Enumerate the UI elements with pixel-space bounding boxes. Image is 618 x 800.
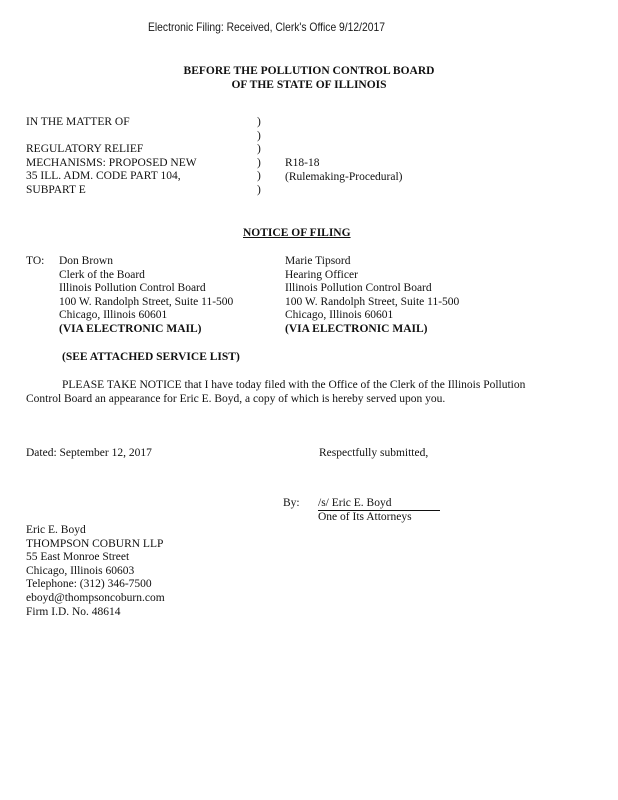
notice-body-line-2: Control Board an appearance for Eric E. Boyd, a copy of which is hereby served upon you. — [26, 392, 446, 405]
firm-street: 55 East Monroe Street — [26, 551, 130, 564]
board-title — [0, 64, 618, 92]
caption-line: 35 ILL. ADM. CODE PART 104, — [26, 170, 181, 183]
firm-telephone: Telephone: (312) 346-7500 — [26, 578, 152, 591]
case-type: (Rulemaking-Procedural) — [285, 170, 403, 183]
attorney-name: Eric E. Boyd — [26, 524, 86, 536]
recipient-city: Chicago, Illinois 60601 — [285, 309, 394, 322]
recipient-address: 100 W. Randolph Street, Suite 11-500 — [285, 295, 460, 308]
recipient-2 — [285, 255, 459, 337]
closing: Respectfully submitted, — [319, 447, 429, 459]
caption-line: REGULATORY RELIEF — [26, 143, 144, 156]
recipient-org: Illinois Pollution Control Board — [59, 282, 206, 295]
recipient-1 — [59, 255, 233, 337]
recipient-name: Marie Tipsord — [285, 255, 351, 267]
signature-line — [318, 497, 440, 511]
recipient-city: Chicago, Illinois 60601 — [59, 309, 168, 322]
caption-line — [26, 130, 197, 144]
case-number: R18-18 — [285, 157, 320, 169]
recipient-org: Illinois Pollution Control Board — [285, 282, 432, 295]
attorney-contact — [26, 524, 165, 619]
recipient-via: (VIA ELECTRONIC MAIL) — [59, 322, 202, 335]
attorney-email: eboyd@thompsoncoburn.com — [26, 591, 165, 604]
firm-name: THOMPSON COBURN LLP — [26, 537, 164, 550]
case-info — [285, 157, 403, 184]
paren: ) — [257, 183, 261, 196]
paren: ) — [257, 156, 261, 169]
firm-id: Firm I.D. No. 48614 — [26, 605, 121, 618]
firm-city: Chicago, Illinois 60603 — [26, 564, 135, 577]
paren: ) — [257, 170, 261, 183]
paren: ) — [257, 143, 261, 156]
by-label: By: — [283, 497, 300, 509]
notice-body — [26, 379, 525, 406]
recipient-title: Hearing Officer — [285, 268, 358, 281]
notice-body-line-1: PLEASE TAKE NOTICE that I have today filed with the Office of the Clerk of the Illinois Pollution — [62, 379, 526, 391]
caption-parentheses — [257, 116, 261, 198]
board-title-line-2: OF THE STATE OF ILLINOIS — [231, 79, 387, 91]
to-label: TO: — [26, 255, 45, 267]
recipient-via: (VIA ELECTRONIC MAIL) — [285, 322, 428, 335]
recipient-title: Clerk of the Board — [59, 268, 145, 281]
caption-line: SUBPART E — [26, 183, 86, 196]
dated: Dated: September 12, 2017 — [26, 447, 152, 459]
paren: ) — [257, 129, 261, 142]
caption-matter — [26, 116, 197, 198]
recipient-name: Don Brown — [59, 255, 113, 267]
caption-line: MECHANISMS: PROPOSED NEW — [26, 156, 197, 169]
electronic-signature: /s/ Eric E. Boyd — [318, 497, 392, 509]
electronic-filing-stamp: Electronic Filing: Received, Clerk's Office 9/12/2017 — [148, 20, 385, 34]
paren: ) — [257, 116, 261, 128]
service-list-note: (SEE ATTACHED SERVICE LIST) — [62, 351, 240, 363]
signature-role: One of Its Attorneys — [318, 511, 412, 523]
notice-title: NOTICE OF FILING — [243, 227, 351, 239]
caption-line: IN THE MATTER OF — [26, 116, 130, 128]
board-title-line-1: BEFORE THE POLLUTION CONTROL BOARD — [183, 65, 435, 77]
recipient-address: 100 W. Randolph Street, Suite 11-500 — [59, 295, 234, 308]
